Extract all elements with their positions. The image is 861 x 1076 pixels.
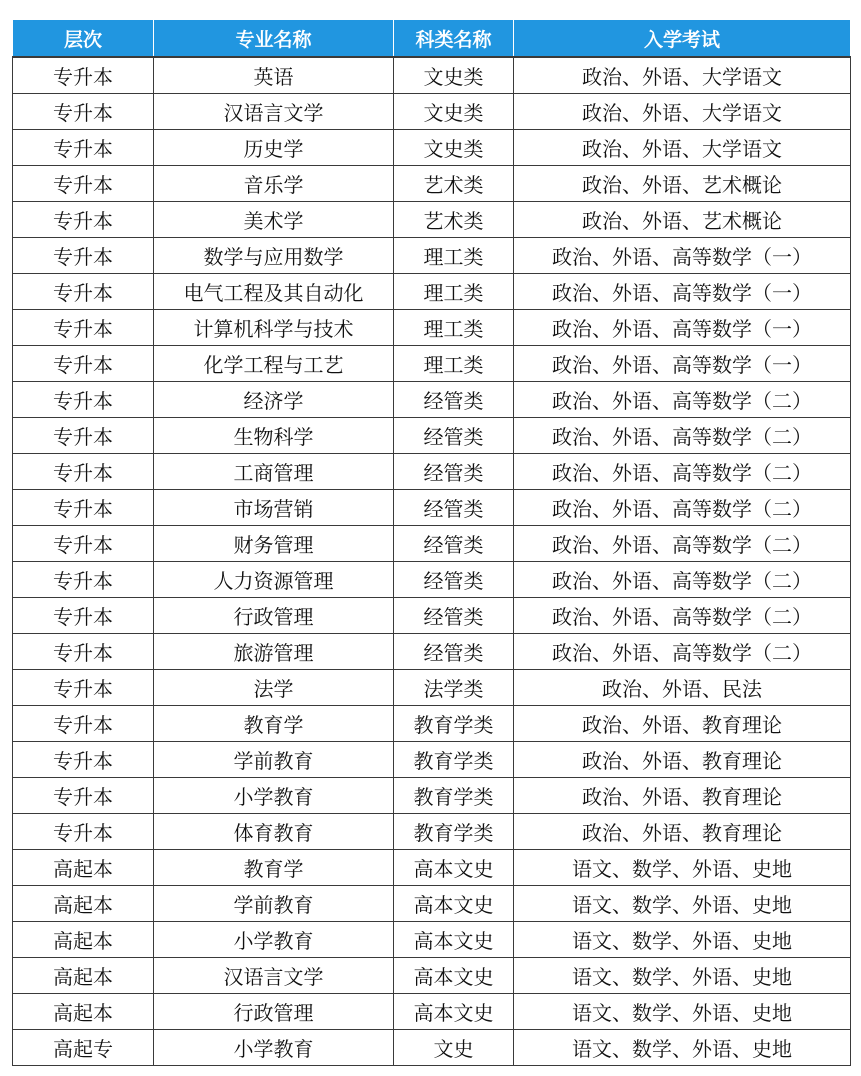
major-cell: 行政管理	[154, 994, 394, 1030]
exam-cell: 语文、数学、外语、史地	[514, 850, 851, 886]
major-cell: 汉语言文学	[154, 94, 394, 130]
major-cell: 经济学	[154, 382, 394, 418]
table-row	[13, 886, 851, 922]
exam-cell: 政治、外语、高等数学（一）	[514, 346, 851, 382]
category-cell: 文史类	[394, 130, 514, 166]
category-cell: 经管类	[394, 562, 514, 598]
level-cell: 专升本	[13, 526, 154, 562]
header-major-name: 专业名称	[154, 20, 394, 57]
table-row	[13, 382, 851, 418]
category-cell: 经管类	[394, 418, 514, 454]
category-cell: 经管类	[394, 490, 514, 526]
table-row	[13, 274, 851, 310]
major-cell: 教育学	[154, 850, 394, 886]
exam-cell: 政治、外语、大学语文	[514, 94, 851, 130]
level-cell: 高起本	[13, 922, 154, 958]
level-cell: 专升本	[13, 418, 154, 454]
exam-cell: 语文、数学、外语、史地	[514, 1030, 851, 1066]
table-row	[13, 490, 851, 526]
category-cell: 经管类	[394, 598, 514, 634]
header-level: 层次	[13, 20, 154, 57]
major-cell: 行政管理	[154, 598, 394, 634]
major-cell: 小学教育	[154, 1030, 394, 1066]
level-cell: 高起本	[13, 886, 154, 922]
exam-cell: 政治、外语、艺术概论	[514, 166, 851, 202]
level-cell: 专升本	[13, 310, 154, 346]
level-cell: 专升本	[13, 598, 154, 634]
table-row	[13, 310, 851, 346]
level-cell: 高起本	[13, 958, 154, 994]
major-cell: 小学教育	[154, 778, 394, 814]
level-cell: 专升本	[13, 742, 154, 778]
major-cell: 英语	[154, 57, 394, 94]
major-cell: 小学教育	[154, 922, 394, 958]
major-cell: 音乐学	[154, 166, 394, 202]
level-cell: 专升本	[13, 562, 154, 598]
level-cell: 专升本	[13, 94, 154, 130]
exam-cell: 政治、外语、高等数学（二）	[514, 562, 851, 598]
major-cell: 电气工程及其自动化	[154, 274, 394, 310]
level-cell: 专升本	[13, 454, 154, 490]
level-cell: 专升本	[13, 814, 154, 850]
table-row	[13, 778, 851, 814]
category-cell: 经管类	[394, 634, 514, 670]
major-cell: 数学与应用数学	[154, 238, 394, 274]
category-cell: 高本文史	[394, 922, 514, 958]
major-cell: 法学	[154, 670, 394, 706]
category-cell: 经管类	[394, 454, 514, 490]
category-cell: 理工类	[394, 238, 514, 274]
table-row	[13, 706, 851, 742]
table-row	[13, 454, 851, 490]
major-cell: 市场营销	[154, 490, 394, 526]
exam-cell: 政治、外语、高等数学（二）	[514, 526, 851, 562]
major-cell: 生物科学	[154, 418, 394, 454]
level-cell: 专升本	[13, 706, 154, 742]
exam-cell: 政治、外语、高等数学（一）	[514, 274, 851, 310]
exam-cell: 政治、外语、高等数学（二）	[514, 454, 851, 490]
table-row	[13, 634, 851, 670]
category-cell: 高本文史	[394, 994, 514, 1030]
major-cell: 化学工程与工艺	[154, 346, 394, 382]
level-cell: 高起本	[13, 850, 154, 886]
category-cell: 理工类	[394, 346, 514, 382]
category-cell: 高本文史	[394, 958, 514, 994]
table-row	[13, 814, 851, 850]
level-cell: 专升本	[13, 382, 154, 418]
exam-cell: 政治、外语、教育理论	[514, 742, 851, 778]
category-cell: 高本文史	[394, 886, 514, 922]
admission-table-container	[12, 20, 850, 1066]
exam-cell: 语文、数学、外语、史地	[514, 994, 851, 1030]
header-row	[13, 20, 851, 57]
level-cell: 专升本	[13, 274, 154, 310]
table-row	[13, 562, 851, 598]
exam-cell: 政治、外语、教育理论	[514, 706, 851, 742]
table-row	[13, 742, 851, 778]
exam-cell: 政治、外语、艺术概论	[514, 202, 851, 238]
category-cell: 文史类	[394, 94, 514, 130]
exam-cell: 政治、外语、高等数学（一）	[514, 238, 851, 274]
table-row	[13, 346, 851, 382]
table-row	[13, 922, 851, 958]
level-cell: 专升本	[13, 778, 154, 814]
table-row	[13, 1030, 851, 1066]
category-cell: 理工类	[394, 310, 514, 346]
exam-cell: 政治、外语、高等数学（二）	[514, 634, 851, 670]
exam-cell: 政治、外语、高等数学（二）	[514, 418, 851, 454]
level-cell: 专升本	[13, 130, 154, 166]
major-cell: 人力资源管理	[154, 562, 394, 598]
table-row	[13, 166, 851, 202]
major-cell: 财务管理	[154, 526, 394, 562]
table-row	[13, 994, 851, 1030]
table-row	[13, 238, 851, 274]
category-cell: 教育学类	[394, 706, 514, 742]
table-row	[13, 94, 851, 130]
table-row	[13, 850, 851, 886]
table-row	[13, 418, 851, 454]
major-cell: 学前教育	[154, 886, 394, 922]
level-cell: 专升本	[13, 238, 154, 274]
table-row	[13, 526, 851, 562]
exam-cell: 政治、外语、教育理论	[514, 778, 851, 814]
category-cell: 文史类	[394, 57, 514, 94]
major-cell: 汉语言文学	[154, 958, 394, 994]
major-cell: 计算机科学与技术	[154, 310, 394, 346]
exam-cell: 语文、数学、外语、史地	[514, 886, 851, 922]
major-cell: 教育学	[154, 706, 394, 742]
major-cell: 体育教育	[154, 814, 394, 850]
table-body	[13, 57, 851, 1066]
table-row	[13, 57, 851, 94]
table-header	[13, 20, 851, 57]
exam-cell: 政治、外语、大学语文	[514, 130, 851, 166]
category-cell: 法学类	[394, 670, 514, 706]
level-cell: 专升本	[13, 634, 154, 670]
major-cell: 美术学	[154, 202, 394, 238]
table-row	[13, 958, 851, 994]
exam-cell: 语文、数学、外语、史地	[514, 958, 851, 994]
level-cell: 专升本	[13, 57, 154, 94]
exam-cell: 政治、外语、大学语文	[514, 57, 851, 94]
level-cell: 专升本	[13, 490, 154, 526]
category-cell: 高本文史	[394, 850, 514, 886]
category-cell: 教育学类	[394, 778, 514, 814]
major-cell: 历史学	[154, 130, 394, 166]
major-cell: 旅游管理	[154, 634, 394, 670]
category-cell: 教育学类	[394, 742, 514, 778]
table-row	[13, 598, 851, 634]
category-cell: 经管类	[394, 382, 514, 418]
category-cell: 艺术类	[394, 166, 514, 202]
level-cell: 专升本	[13, 346, 154, 382]
table-row	[13, 670, 851, 706]
header-category-name: 科类名称	[394, 20, 514, 57]
table-row	[13, 130, 851, 166]
exam-cell: 政治、外语、教育理论	[514, 814, 851, 850]
exam-cell: 政治、外语、民法	[514, 670, 851, 706]
category-cell: 文史	[394, 1030, 514, 1066]
exam-cell: 政治、外语、高等数学（二）	[514, 382, 851, 418]
level-cell: 专升本	[13, 202, 154, 238]
exam-cell: 政治、外语、高等数学（二）	[514, 490, 851, 526]
major-cell: 工商管理	[154, 454, 394, 490]
category-cell: 艺术类	[394, 202, 514, 238]
level-cell: 高起本	[13, 994, 154, 1030]
level-cell: 专升本	[13, 670, 154, 706]
category-cell: 经管类	[394, 526, 514, 562]
level-cell: 专升本	[13, 166, 154, 202]
exam-cell: 政治、外语、高等数学（二）	[514, 598, 851, 634]
exam-cell: 政治、外语、高等数学（一）	[514, 310, 851, 346]
exam-cell: 语文、数学、外语、史地	[514, 922, 851, 958]
category-cell: 教育学类	[394, 814, 514, 850]
header-entrance-exam: 入学考试	[514, 20, 851, 57]
admission-table	[12, 20, 851, 1066]
table-row	[13, 202, 851, 238]
category-cell: 理工类	[394, 274, 514, 310]
level-cell: 高起专	[13, 1030, 154, 1066]
major-cell: 学前教育	[154, 742, 394, 778]
